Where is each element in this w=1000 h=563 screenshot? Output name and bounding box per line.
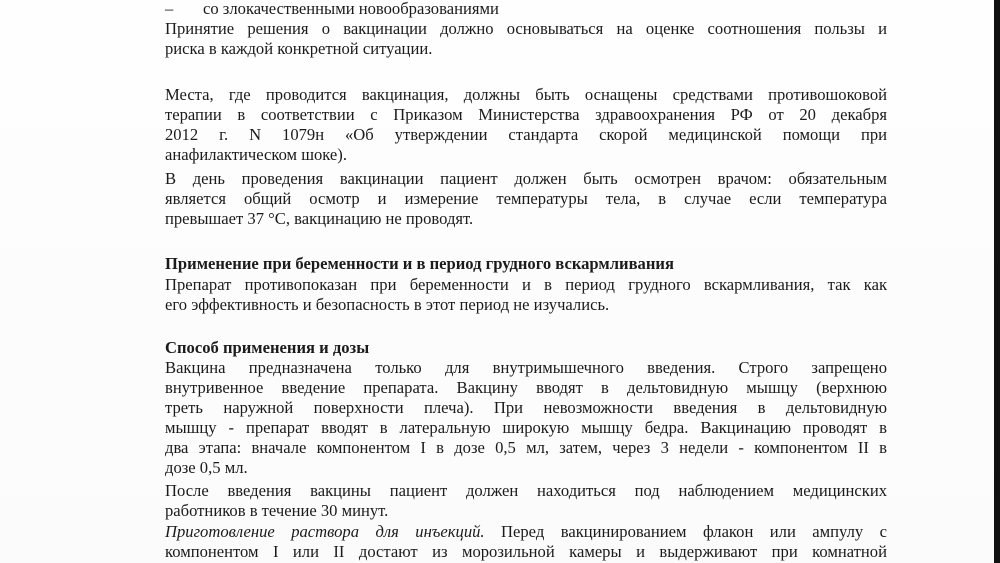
paragraph-line: анафилактическом шоке). bbox=[165, 145, 347, 164]
page-edge-shadow bbox=[994, 0, 1000, 563]
section-heading: Применение при беременности и в период грудного вскармливания bbox=[165, 254, 674, 273]
paragraph-line: Места, где проводится вакцинация, должны быть оснащены средствами противошоковой bbox=[165, 85, 887, 104]
section-heading: Способ применения и дозы bbox=[165, 338, 370, 357]
list-item-text: со злокачественными новообразованиями bbox=[203, 0, 499, 18]
paragraph-line: терапии в соответствии с Приказом Министерства здравоохранения РФ от 20 декабря bbox=[165, 105, 887, 124]
paragraph-line: компонентом I или II достают из морозильной камеры и выдерживают при комнатной bbox=[165, 542, 887, 561]
paragraph-line: риска в каждой конкретной ситуации. bbox=[165, 39, 433, 58]
list-item bbox=[165, 0, 887, 19]
paragraph-text: Перед вакцинированием флакон или ампулу с bbox=[484, 522, 887, 541]
paragraph-line: превышает 37 °С, вакцинацию не проводят. bbox=[165, 209, 474, 228]
paragraph-line: Вакцина предназначена только для внутримышечного введения. Строго запрещено bbox=[165, 358, 887, 377]
paragraph-line bbox=[165, 522, 887, 542]
paragraph-line: работников в течение 30 минут. bbox=[165, 501, 389, 520]
paragraph-line: является общий осмотр и измерение температуры тела, в случае если температура bbox=[165, 189, 887, 208]
paragraph-line: мышцу - препарат вводят в латеральную широкую мышцу бедра. Вакцинацию проводят в bbox=[165, 418, 887, 437]
paragraph-line: Препарат противопоказан при беременности и в период грудного вскармливания, так как bbox=[165, 275, 887, 294]
paragraph-line: 2012 г. N 1079н «Об утверждении стандарта скорой медицинской помощи при bbox=[165, 125, 887, 144]
italic-subheading: Приготовление раствора для инъекций. bbox=[165, 522, 485, 541]
paragraph-line: внутривенное введение препарата. Вакцину вводят в дельтовидную мышцу (верхнюю bbox=[165, 378, 887, 397]
paragraph-line: После введения вакцины пациент должен находиться под наблюдением медицинских bbox=[165, 481, 887, 500]
paragraph-line: его эффективность и безопасность в этот период не изучались. bbox=[165, 295, 610, 314]
paragraph-line: треть наружной поверхности плеча). При невозможности введения в дельтовидную bbox=[165, 398, 887, 417]
paragraph-line: В день проведения вакцинации пациент должен быть осмотрен врачом: обязательным bbox=[165, 169, 887, 188]
paragraph-line: два этапа: вначале компонентом I в дозе 0,5 мл, затем, через 3 недели - компонентом II в bbox=[165, 438, 887, 457]
list-dash: – bbox=[165, 0, 174, 18]
paragraph-line: Принятие решения о вакцинации должно основываться на оценке соотношения пользы и bbox=[165, 19, 887, 38]
paragraph-line: дозе 0,5 мл. bbox=[165, 458, 248, 477]
